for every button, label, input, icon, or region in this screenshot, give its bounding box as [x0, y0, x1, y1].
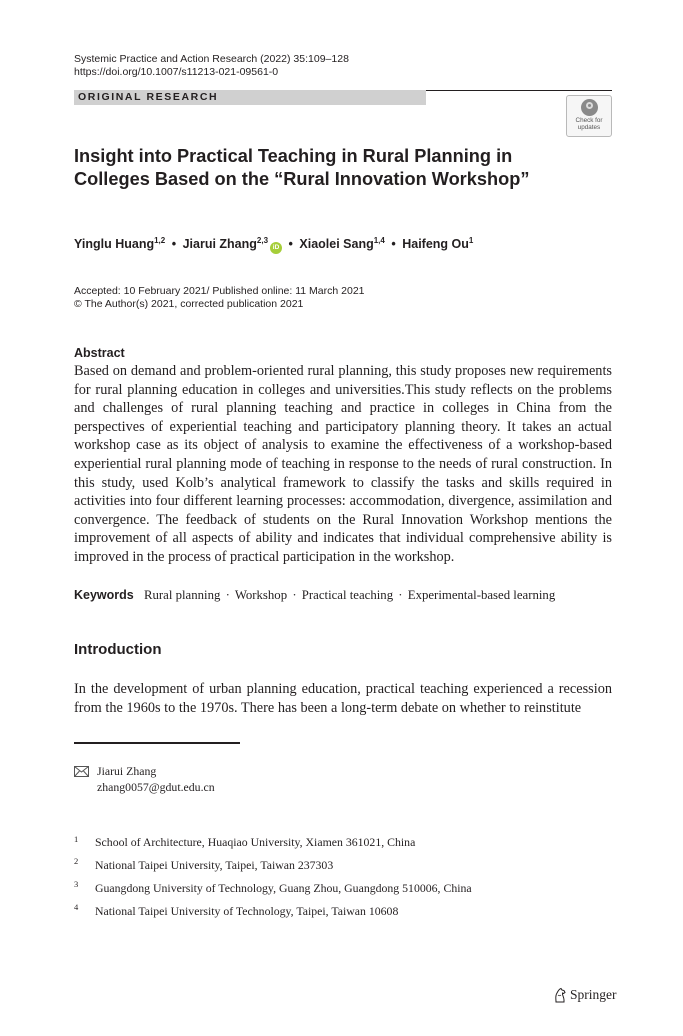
author-name[interactable]: Yinglu Huang — [74, 237, 155, 251]
affiliation-number: 1 — [74, 834, 79, 844]
publisher-name: Springer — [570, 987, 617, 1002]
corresponding-author-name: Jiarui Zhang — [97, 764, 157, 778]
abstract-text: Based on demand and problem-oriented rural planning, this study proposes new requirements for rural planning education in colleges and universities.This study reflects on the problems and challenges of rural planning teaching and practice in colleges in China from the perspectives of experiential teaching and participatory planning theory. It takes an actual workshop case as its object of analysis to examine the effectiveness of a workshop-based experiential rural planning mode of teaching in response to the needs of rural construction. In this study, used Kolb’s analytical framework to classify the tasks and skills required in activities into four different learning processes: accommodation, divergence, assimilation and convergence. The feedback of students on the Rural Innovation Workshop mentions the improvement of all aspects of ability and indicates that individual comprehensive ability is improved in the process of practical participation in the workshop. — [74, 363, 612, 565]
author-list — [74, 236, 473, 254]
keyword-separator: · — [398, 588, 403, 602]
crossmark-icon — [581, 99, 598, 116]
journal-citation: Systemic Practice and Action Research (2022) 35:109–128 — [74, 53, 349, 65]
publication-dates: Accepted: 10 February 2021/ Published online: 11 March 2021 — [74, 285, 365, 297]
author-name[interactable]: Jiarui Zhang — [182, 237, 257, 251]
keywords-label: Keywords — [74, 588, 134, 602]
copyright-line — [74, 298, 303, 311]
keyword: Workshop — [234, 588, 288, 602]
keyword: Rural planning — [143, 588, 221, 602]
crossmark-label-line1: Check for — [575, 117, 603, 124]
springer-horse-icon — [552, 987, 568, 1003]
copyright-text: The Author(s) 2021, corrected publication 2021 — [84, 298, 304, 310]
affiliation-number: 3 — [74, 879, 79, 889]
keywords-line — [74, 587, 555, 603]
affiliation-text: National Taipei University of Technology, Taipei, Taiwan 10608 — [95, 904, 399, 918]
doi-link[interactable]: https://doi.org/10.1007/s11213-021-09561-0 — [74, 66, 279, 78]
affiliation-number: 4 — [74, 902, 79, 912]
introduction-heading: Introduction — [74, 641, 162, 658]
affiliation-number: 2 — [74, 856, 79, 866]
keyword: Practical teaching — [301, 588, 394, 602]
keyword: Experimental-based learning — [407, 588, 556, 602]
author-name[interactable]: Xiaolei Sang — [299, 237, 374, 251]
author-separator: • — [288, 237, 293, 251]
affiliation-text: National Taipei University, Taipei, Taiwan 237303 — [95, 858, 334, 872]
introduction-text: In the development of urban planning education, practical teaching experienced a recession from the 1960s to the 1970s. There has been a long-term debate on whether to reinstitute — [74, 681, 612, 716]
affiliation-text: School of Architecture, Huaqiao University, Xiamen 361021, China — [95, 835, 416, 849]
orcid-icon[interactable]: iD — [270, 242, 282, 254]
footnote-rule — [74, 742, 240, 744]
author-affiliation-sup: 1 — [468, 236, 474, 245]
abstract-heading: Abstract — [74, 346, 125, 360]
crossmark-label-line2: updates — [577, 124, 601, 131]
corresponding-author-email[interactable]: zhang0057@gdut.edu.cn — [97, 780, 215, 794]
crossmark-label — [567, 117, 611, 131]
check-for-updates-button[interactable] — [566, 95, 612, 137]
affiliation-text: Guangdong University of Technology, Guang Zhou, Guangdong 510006, China — [95, 881, 472, 895]
copyright-symbol: © — [74, 298, 82, 310]
author-separator: • — [391, 237, 396, 251]
article-title: Insight into Practical Teaching in Rural Planning in Colleges Based on the “Rural Innovation Workshop” — [74, 146, 530, 189]
author-affiliation-sup: 1,4 — [373, 236, 385, 245]
article-category-bar: ORIGINAL RESEARCH — [74, 90, 426, 105]
keyword-separator: · — [292, 588, 297, 602]
author-affiliation-sup: 1,2 — [154, 236, 166, 245]
keyword-separator: · — [225, 588, 230, 602]
envelope-icon[interactable] — [74, 766, 89, 777]
author-name[interactable]: Haifeng Ou — [402, 237, 469, 251]
author-affiliation-sup: 2,3 — [256, 236, 269, 245]
header-rule — [426, 90, 612, 91]
author-separator: • — [171, 237, 177, 251]
